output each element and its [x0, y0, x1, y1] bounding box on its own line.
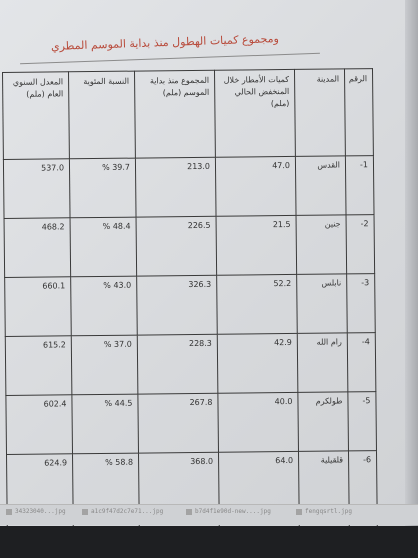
cell-annual: 660.1 [5, 277, 72, 337]
cell-percent: % 58.8 [73, 453, 140, 513]
table-row [5, 274, 376, 337]
file-icon [6, 509, 12, 515]
cell-idx: -6 [348, 451, 377, 510]
cell-annual: 468.2 [4, 218, 71, 278]
cell-percent: % 48.4 [70, 217, 137, 277]
download-item-label: b7d4f1e90d-new....jpg [195, 508, 271, 515]
cell-percent: % 39.7 [69, 158, 136, 218]
cell-current: 21.5 [216, 215, 297, 275]
table-row [5, 333, 376, 396]
table-row [3, 156, 374, 219]
monitor-bezel [0, 526, 418, 558]
download-item-label: 34323040...jpg [15, 508, 66, 515]
download-item-label: fengqsrtl.jpg [305, 508, 352, 515]
cell-percent: % 37.0 [71, 335, 138, 395]
download-item[interactable] [296, 508, 352, 515]
cell-current: 52.2 [217, 274, 298, 334]
cell-total: 213.0 [135, 157, 216, 217]
cell-city: جنين [296, 215, 347, 275]
document-title: ومجموع كميات الهطول منذ بداية الموسم المطري [50, 32, 280, 53]
cell-total: 226.5 [136, 216, 217, 276]
cell-idx: -3 [347, 274, 376, 333]
cell-annual: 624.9 [7, 454, 74, 514]
header-idx: الرقم [344, 69, 373, 156]
header-total: المجموع منذ بداية الموسم (ملم) [134, 70, 215, 158]
cell-total: 228.3 [137, 334, 218, 394]
file-icon [296, 509, 302, 515]
header-current: كميات الأمطار خلال المنخفض الحالي (ملم) [214, 69, 295, 157]
header-city: المدينة [294, 69, 345, 157]
cell-city: رام الله [297, 333, 348, 393]
cell-percent: % 44.5 [72, 394, 139, 454]
cell-idx: -5 [348, 392, 377, 451]
cell-annual: 615.2 [5, 336, 72, 396]
cell-city: طولكرم [298, 392, 349, 452]
table-header-row [3, 69, 374, 160]
cell-city: قلقيلية [298, 451, 349, 511]
cell-idx: -1 [345, 156, 374, 215]
cell-total: 267.8 [138, 393, 219, 453]
header-annual: المعدل السنوي العام (ملم) [3, 72, 70, 160]
cell-current: 42.9 [217, 333, 298, 393]
download-item[interactable] [82, 508, 163, 515]
cell-current: 40.0 [218, 392, 299, 452]
download-item[interactable] [6, 508, 66, 515]
cell-idx: -4 [347, 333, 376, 392]
cell-city: القدس [295, 156, 346, 216]
cell-annual: 537.0 [3, 159, 70, 219]
cell-percent: % 43.0 [71, 276, 138, 336]
cell-total: 326.3 [137, 275, 218, 335]
cell-annual: 602.4 [6, 395, 73, 455]
file-icon [186, 509, 192, 515]
cell-city: نابلس [297, 274, 348, 334]
download-item[interactable] [186, 508, 271, 515]
download-item-label: a1c9f47d2c7e71...jpg [91, 508, 164, 515]
cell-idx: -2 [346, 215, 375, 274]
file-icon [82, 509, 88, 515]
cell-current: 64.0 [218, 451, 299, 511]
table-row [6, 392, 377, 455]
screen-edge [405, 0, 418, 526]
cell-current: 47.0 [215, 156, 296, 216]
rainfall-table [2, 68, 378, 553]
table-row [4, 215, 375, 278]
header-percent: النسبة المئوية [69, 71, 136, 159]
cell-total: 368.0 [138, 452, 219, 512]
